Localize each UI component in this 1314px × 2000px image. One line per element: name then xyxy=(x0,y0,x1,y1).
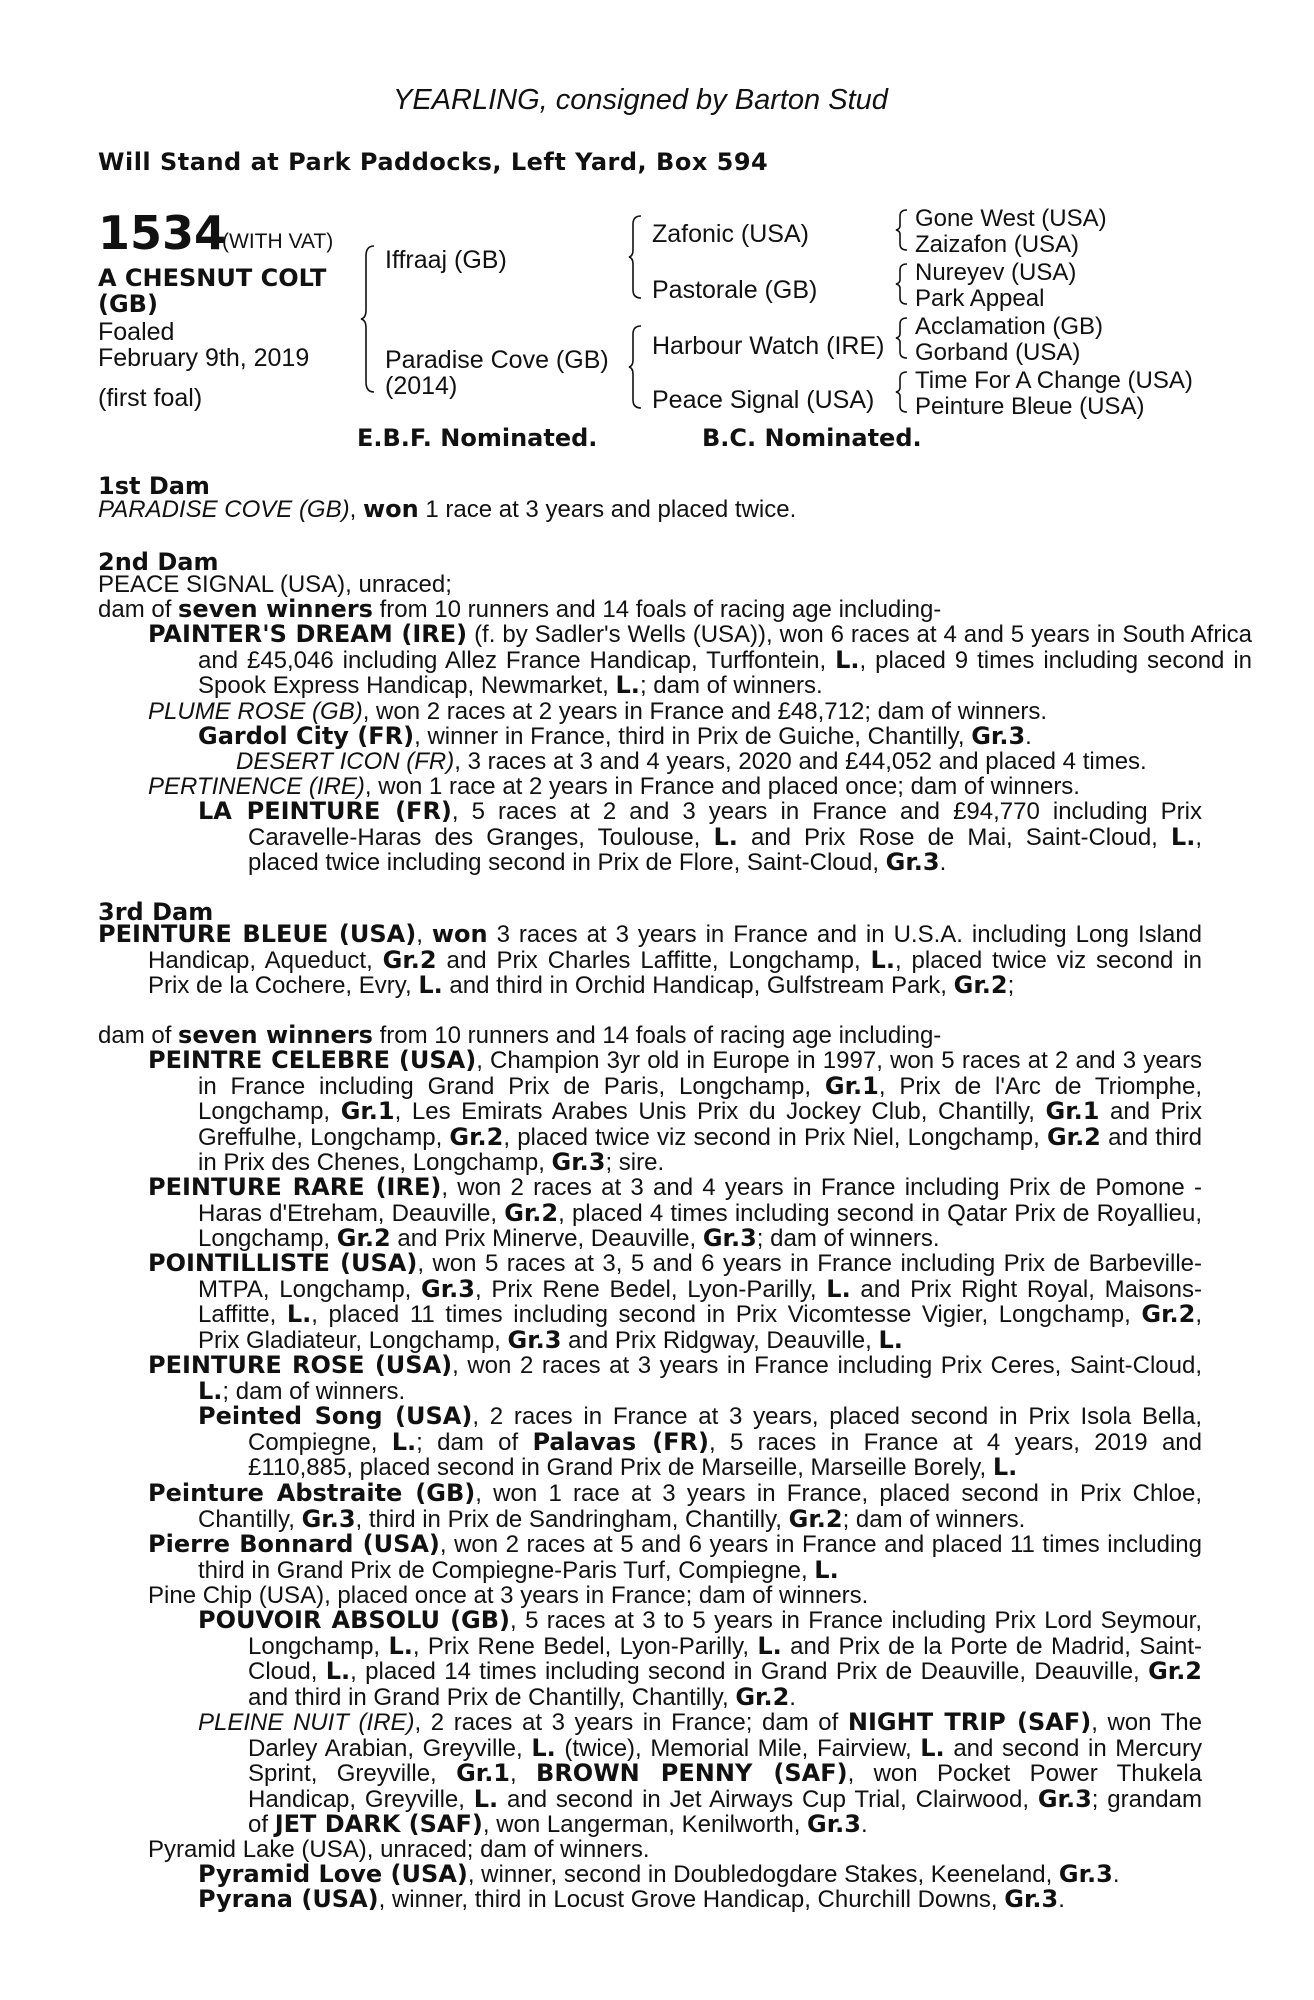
punct: . xyxy=(789,1683,796,1711)
pedigree-sire-sire: Zafonic (USA) xyxy=(652,220,809,248)
punct: ; xyxy=(1007,972,1015,999)
horse-name: Palavas (FR) xyxy=(532,1427,709,1456)
group-grade: Gr.3 xyxy=(885,848,940,876)
race-record: and Prix Greffulhe, Longchamp, xyxy=(198,1098,1203,1151)
listed-grade: L. xyxy=(286,1300,312,1328)
produce-painters-dream xyxy=(148,622,1252,699)
listed-grade: L. xyxy=(835,645,860,674)
punct: , xyxy=(510,1760,537,1787)
horse-name: PERTINENCE (IRE) xyxy=(148,773,365,800)
produce-plume-rose xyxy=(148,699,1047,725)
horse-name: PEINTURE BLEUE (USA) xyxy=(98,920,417,948)
horse-name: PEINTRE CELEBRE (USA) xyxy=(148,1046,477,1074)
group-grade: Gr.3 xyxy=(507,1325,562,1354)
race-record: , Champion 3yr old in Europe in 1997, won 5 races at 2 and 3 years in France including Grand Prix de Paris, Longchamp, xyxy=(198,1047,1203,1100)
race-record: , placed 14 times including second in Grand Prix de Deauville, Deauville, xyxy=(350,1658,1149,1685)
horse-name: Gardol City (FR) xyxy=(198,722,415,750)
pedigree-dam: Paradise Cove (GB) xyxy=(385,346,609,374)
listed-grade: L. xyxy=(713,822,738,851)
race-record: , Prix de l'Arc de Triomphe, Longchamp, xyxy=(198,1072,1202,1125)
pedigree-g2: Zaizafon (USA) xyxy=(915,231,1080,258)
group-grade: Gr.3 xyxy=(301,1504,356,1533)
horse-name: Pyramid Love (USA) xyxy=(198,1860,468,1888)
punct: . xyxy=(1112,1861,1120,1888)
race-record: and third in Prix des Chenes, Longchamp, xyxy=(198,1123,1202,1176)
group-grade: Gr.3 xyxy=(551,1148,606,1176)
race-record: , placed twice viz second in Prix de la Cochere, Evry, xyxy=(148,946,1202,999)
listed-grade: L. xyxy=(826,1274,851,1303)
pedigree-dam-year: (2014) xyxy=(385,372,458,400)
brace-g78 xyxy=(895,370,911,414)
pedigree-sire-dam: Pastorale (GB) xyxy=(652,276,818,304)
produce-peinted-song xyxy=(198,1404,1202,1481)
second-dam-produce-line xyxy=(98,597,941,623)
race-record: , won 2 races at 3 and 4 years in France including Prix de Pomone - Haras d'Etreham, Deauville, xyxy=(198,1174,1202,1227)
race-record: ; dam of winners. xyxy=(842,1505,1026,1533)
race-record: , placed 4 times including second in Qatar Prix de Royallieu, Longchamp, xyxy=(198,1199,1203,1252)
race-record: , won 2 races at 3 years in France including Prix Ceres, Saint-Cloud, xyxy=(452,1352,1202,1379)
foaled-date: February 9th, 2019 xyxy=(98,344,310,372)
produce-pierre-bonnard xyxy=(148,1532,1202,1583)
brace-g56 xyxy=(895,316,911,360)
lot-description: A CHESNUT COLT xyxy=(98,264,327,292)
sire-dam-brace xyxy=(360,244,380,394)
third-dam-record: PEINTURE BLEUE (USA), won 3 races at 3 years in France and in U.S.A. including Long Island Handicap, Aqueduct, Gr.2 and Prix Charles Laffitte, Longchamp, L., placed twice viz second in Prix de la Cochere, Evry, L. and third in Orchid Handicap, Gulfstream Park, Gr.2; xyxy=(98,920,1203,999)
ebf-nomination: E.B.F. Nominated. xyxy=(357,424,598,452)
race-record: ; dam of xyxy=(416,1428,533,1456)
pedigree-g7: Time For A Change (USA) xyxy=(915,367,1193,394)
listed-grade: L. xyxy=(531,1733,556,1762)
horse-name: Pyrana (USA) xyxy=(198,1885,379,1913)
race-record: ; grandam of xyxy=(248,1785,1202,1838)
race-record: , won 2 races at 5 and 6 years in France and placed 11 times including third in Grand Prix de Compiegne-Paris Turf, Compiegne, xyxy=(198,1531,1202,1584)
horse-name: Peinture Abstraite (GB) xyxy=(148,1479,476,1507)
group-grade: Gr.2 xyxy=(1148,1657,1203,1685)
runners-foals: from 10 runners and 14 foals of racing age including- xyxy=(372,1022,942,1049)
group-grade: Gr.1 xyxy=(824,1071,879,1100)
horse-name: PEINTURE RARE (IRE) xyxy=(148,1173,442,1201)
dam-of-label: dam of xyxy=(98,1022,179,1049)
page-header-title: YEARLING, consigned by Barton Stud xyxy=(393,84,888,116)
horse-name: POINTILLISTE (USA) xyxy=(148,1249,418,1277)
group-grade: Gr.3 xyxy=(1004,1885,1059,1913)
race-record: , Prix Gladiateur, Longchamp, xyxy=(198,1301,1202,1354)
pedigree-dam-dam: Peace Signal (USA) xyxy=(652,386,875,414)
lot-number: 1534 xyxy=(98,206,227,260)
horse-name: NIGHT TRIP (SAF) xyxy=(847,1708,1092,1736)
group-grade: Gr.2 xyxy=(449,1122,504,1151)
first-dam-line: PARADISE COVE (GB), won 1 race at 3 years and placed twice. xyxy=(98,495,797,523)
pedigree-g4: Park Appeal xyxy=(915,285,1045,312)
horse-name: Peinted Song (USA) xyxy=(198,1402,473,1430)
listed-grade: L. xyxy=(992,1453,1018,1481)
group-grade: Gr.3 xyxy=(971,722,1026,750)
dam-brace xyxy=(628,324,646,410)
race-record: and Prix Charles Laffitte, Longchamp, xyxy=(436,946,871,974)
race-record: 3 races at 3 years in France and in U.S.A. including Long Island Handicap, Aqueduct, xyxy=(148,921,1203,974)
group-grade: Gr.2 xyxy=(382,945,437,974)
horse-name: BROWN PENNY (SAF) xyxy=(536,1759,848,1787)
first-dam-name: PARADISE COVE (GB) xyxy=(98,496,350,523)
race-record: , placed 11 times including second in Prix Vicomtesse Vigier, Longchamp, xyxy=(311,1301,1142,1328)
group-grade: Gr.3 xyxy=(702,1224,757,1252)
group-grade: Gr.2 xyxy=(735,1682,790,1711)
horse-name: DESERT ICON (FR) xyxy=(236,748,455,775)
first-dam-won: won xyxy=(362,495,419,523)
punct: . xyxy=(1058,1886,1065,1913)
listed-grade: L. xyxy=(878,1325,903,1354)
race-record: , Prix Rene Bedel, Lyon-Parilly, xyxy=(412,1632,758,1660)
horse-name: LA PEINTURE (FR) xyxy=(198,797,452,825)
produce-pleine-nuit xyxy=(198,1710,1202,1838)
listed-grade: L. xyxy=(757,1631,782,1660)
race-record: , placed twice viz second in Prix Niel, Longchamp, xyxy=(503,1123,1047,1151)
first-dam-heading: 1st Dam xyxy=(98,472,210,500)
race-record: and Prix Ridgway, Deauville, xyxy=(561,1326,879,1354)
race-record: , won Pocket Power Thukela Handicap, Greyville, xyxy=(248,1760,1202,1813)
listed-grade: L. xyxy=(388,1631,413,1660)
horse-name: PLUME ROSE (GB) xyxy=(148,698,363,725)
runners-foals: from 10 runners and 14 foals of racing age including- xyxy=(372,596,942,623)
race-record: and Prix Minerve, Deauville, xyxy=(390,1225,703,1252)
race-record: and Prix Rose de Mai, Saint-Cloud, xyxy=(737,823,1171,851)
race-record: ; dam of winners. xyxy=(222,1377,406,1405)
group-grade: Gr.1 xyxy=(1045,1097,1100,1125)
group-grade: Gr.2 xyxy=(953,971,1008,999)
group-grade: Gr.1 xyxy=(340,1097,395,1125)
third-dam-heading: 3rd Dam xyxy=(98,898,214,926)
produce-pyrana xyxy=(198,1887,1065,1913)
produce-peintre-celebre xyxy=(148,1048,1202,1176)
race-record: , 5 races at 2 and 3 years in France and £94,770 including Prix Caravelle-Haras des Granges, Toulouse, xyxy=(248,798,1202,851)
brace-g34 xyxy=(895,262,911,306)
punct: . xyxy=(860,1811,868,1838)
produce-pyramid-lake: Pyramid Lake (USA), unraced; dam of winners. xyxy=(148,1836,650,1863)
listed-grade: L. xyxy=(473,1784,499,1813)
pedigree-g6: Gorband (USA) xyxy=(915,339,1081,366)
group-grade: Gr.3 xyxy=(807,1810,861,1838)
race-record: , winner, third in Locust Grove Handicap, Churchill Downs, xyxy=(378,1886,1005,1913)
produce-pertinence xyxy=(148,774,1080,800)
foaled-label: Foaled xyxy=(98,318,175,346)
produce-peinture-rose xyxy=(148,1353,1202,1404)
race-record: , winner in France, third in Prix de Guiche, Chantilly, xyxy=(414,723,972,750)
race-record: , won 1 race at 2 years in France and placed once; dam of winners. xyxy=(364,773,1080,800)
listed-grade: L. xyxy=(1170,822,1196,851)
produce-peinture-abstraite xyxy=(148,1481,1202,1532)
first-foal-note: (first foal) xyxy=(98,384,203,412)
produce-pouvoir-absolu xyxy=(198,1608,1202,1710)
group-grade: Gr.2 xyxy=(1046,1122,1101,1151)
brace-g12 xyxy=(895,208,911,252)
race-record: and third in Orchid Handicap, Gulfstream Park, xyxy=(442,972,954,999)
group-grade: Gr.2 xyxy=(336,1224,391,1252)
pedigree-g8: Peinture Bleue (USA) xyxy=(915,393,1145,420)
produce-peinture-rare xyxy=(148,1175,1202,1252)
horse-name: PAINTER'S DREAM (IRE) xyxy=(148,620,468,648)
race-record: and Prix de la Porte de Madrid, Saint-Cloud, xyxy=(248,1632,1203,1685)
race-record: , won 5 races at 3, 5 and 6 years in France including Prix de Barbeville-MTPA, Longchamp, xyxy=(198,1250,1202,1303)
vat-note: (WITH VAT) xyxy=(222,230,334,253)
pedigree-dam-sire: Harbour Watch (IRE) xyxy=(652,332,885,360)
produce-pyramid-love xyxy=(198,1862,1120,1888)
group-grade: Gr.3 xyxy=(1037,1784,1092,1813)
race-record: ; dam of winners. xyxy=(639,672,823,699)
first-dam-record: 1 race at 3 years and placed twice. xyxy=(418,496,797,523)
horse-name: JET DARK (SAF) xyxy=(274,1810,483,1838)
race-record: , Prix Rene Bedel, Lyon-Parilly, xyxy=(474,1275,827,1303)
race-record: ; dam of winners. xyxy=(756,1225,940,1252)
won-label: won xyxy=(431,920,488,948)
group-grade: Gr.2 xyxy=(1141,1300,1196,1328)
race-record: , 3 races at 3 and 4 years, 2020 and £44,052 and placed 4 times. xyxy=(454,748,1147,775)
race-record: , won 2 races at 2 years in France and £48,712; dam of winners. xyxy=(362,698,1048,725)
listed-grade: L. xyxy=(198,1376,223,1405)
group-grade: Gr.1 xyxy=(456,1759,511,1787)
pedigree-sire: Iffraaj (GB) xyxy=(385,246,507,274)
listed-grade: L. xyxy=(391,1427,417,1456)
race-record: , Les Emirats Arabes Unis Prix du Jockey Club, Chantilly, xyxy=(394,1098,1046,1125)
listed-grade: L. xyxy=(325,1657,351,1685)
seven-winners: seven winners xyxy=(178,1021,373,1049)
listed-grade: L. xyxy=(418,971,443,999)
horse-name: POUVOIR ABSOLU (GB) xyxy=(198,1606,511,1634)
race-record: and third in Grand Prix de Chantilly, Chantilly, xyxy=(248,1683,736,1711)
produce-pointilliste xyxy=(148,1251,1202,1353)
race-record: , won The Darley Arabian, Greyville, xyxy=(248,1709,1202,1762)
race-record: and second in Mercury Sprint, Greyville, xyxy=(248,1734,1202,1787)
produce-pine-chip: Pine Chip (USA), placed once at 3 years in France; dam of winners. xyxy=(148,1582,869,1609)
listed-grade: L. xyxy=(615,671,640,699)
race-record: , winner, second in Doubledogdare Stakes, Keeneland, xyxy=(467,1861,1059,1888)
race-record: , 5 races at 3 to 5 years in France including Prix Lord Seymour, Longchamp, xyxy=(248,1607,1203,1660)
race-record: , placed twice including second in Prix de Flore, Saint-Cloud, xyxy=(248,823,1203,876)
race-record: , won Langerman, Kenilworth, xyxy=(482,1811,808,1838)
pedigree-g3: Nureyev (USA) xyxy=(915,259,1077,286)
stand-location: Will Stand at Park Paddocks, Left Yard, Box 594 xyxy=(98,148,769,176)
dam-of-label: dam of xyxy=(98,596,179,623)
race-record: (f. by Sadler's Wells (USA)), won 6 races at 4 and 5 years in South Africa and £45,046 including Allez France Handicap, Turffontein, xyxy=(198,621,1253,674)
punct: . xyxy=(1025,723,1032,750)
race-record: ; sire. xyxy=(605,1149,665,1176)
race-record: , third in Prix de Sandringham, Chantilly, xyxy=(355,1505,789,1533)
sire-brace xyxy=(628,214,646,300)
produce-desert-icon xyxy=(236,749,1147,775)
bc-nomination: B.C. Nominated. xyxy=(702,424,922,452)
horse-name: PLEINE NUIT (IRE) xyxy=(198,1709,415,1736)
pedigree-g1: Gone West (USA) xyxy=(915,205,1107,232)
race-record: , 2 races in France at 3 years, placed second in Prix Isola Bella, Compiegne, xyxy=(248,1403,1202,1456)
third-dam-produce-line xyxy=(98,1023,941,1049)
race-record: and Prix Right Royal, Maisons-Laffitte, xyxy=(198,1275,1202,1328)
seven-winners: seven winners xyxy=(178,595,373,623)
group-grade: Gr.2 xyxy=(788,1504,843,1533)
group-grade: Gr.3 xyxy=(1058,1860,1113,1888)
race-record: and second in Jet Airways Cup Trial, Clairwood, xyxy=(498,1785,1038,1813)
pedigree-g5: Acclamation (GB) xyxy=(915,313,1104,340)
punct: . xyxy=(939,849,947,876)
race-record: , 2 races at 3 years in France; dam of xyxy=(414,1709,848,1736)
race-record: , 5 races in France at 4 years, 2019 and £110,885, placed second in Grand Prix de Marseille, Marseille Borely, xyxy=(248,1428,1203,1481)
race-record: , placed 9 times including second in Spook Express Handicap, Newmarket, xyxy=(198,646,1252,699)
produce-gardol-city xyxy=(198,724,1032,750)
horse-name: PEINTURE ROSE (USA) xyxy=(148,1351,453,1379)
group-grade: Gr.2 xyxy=(504,1198,559,1227)
produce-la-peinture xyxy=(198,799,1202,876)
second-dam-line1: PEACE SIGNAL (USA), unraced; xyxy=(98,571,452,598)
listed-grade: L. xyxy=(814,1555,839,1584)
listed-grade: L. xyxy=(870,945,895,974)
horse-name: Pierre Bonnard (USA) xyxy=(148,1530,440,1558)
lot-description-country: (GB) xyxy=(98,290,158,318)
listed-grade: L. xyxy=(920,1733,945,1762)
group-grade: Gr.3 xyxy=(421,1274,475,1303)
second-dam-heading: 2nd Dam xyxy=(98,548,219,576)
race-record: , won 1 race at 3 years in France, placed second in Prix Chloe, Chantilly, xyxy=(198,1480,1202,1533)
race-record: (twice), Memorial Mile, Fairview, xyxy=(555,1734,921,1762)
